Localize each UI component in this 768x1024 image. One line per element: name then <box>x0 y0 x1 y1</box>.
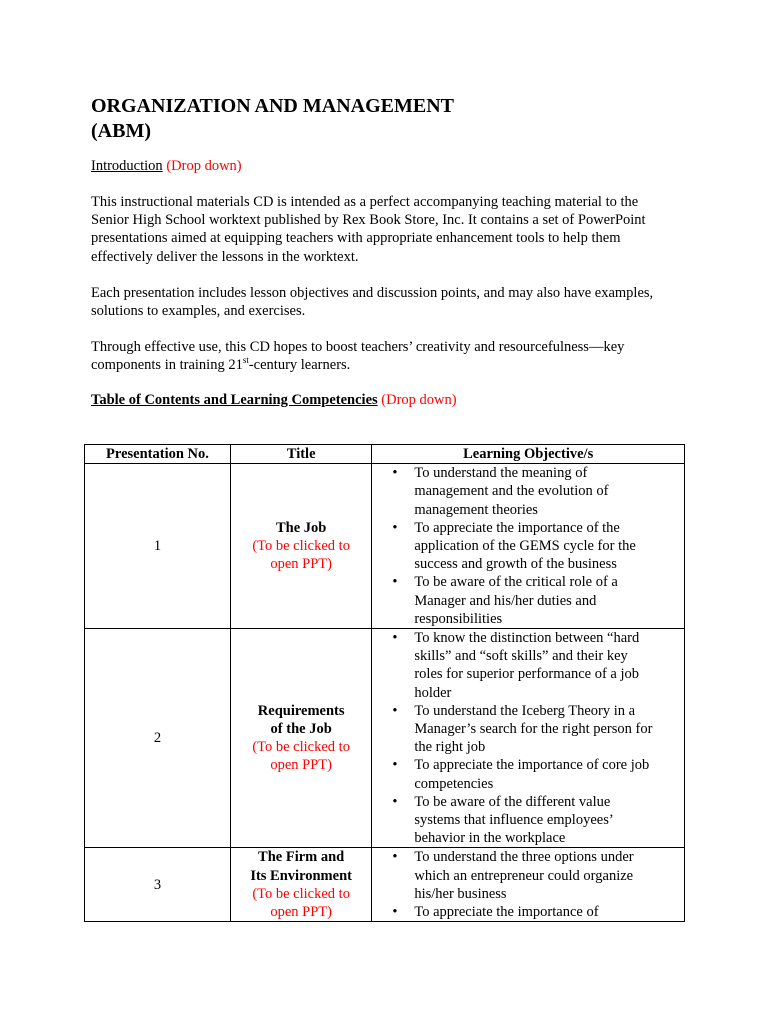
text-fragment: -century learners. <box>248 357 351 374</box>
presentation-title <box>231 848 371 884</box>
text-line: This instructional materials CD is intended as a perfect accompanying teaching material to the <box>91 194 639 210</box>
title-line: Requirements <box>257 702 345 719</box>
objective-line: • To appreciate the importance of core job <box>414 757 650 774</box>
introduction-heading-label: Introduction <box>91 158 163 174</box>
objectives-list <box>372 464 684 628</box>
objective-line: holder <box>414 684 452 701</box>
introduction-dropdown[interactable]: (Drop down) <box>166 158 242 174</box>
objective-line: his/her business <box>414 885 507 902</box>
title-line: The Firm and <box>258 849 345 866</box>
header-title: Title <box>230 445 371 464</box>
objective-line: • To know the distinction between “hard <box>414 630 640 647</box>
learning-objectives-cell <box>372 848 685 922</box>
objective-item <box>372 848 684 903</box>
link-line: (To be clicked to <box>252 538 350 555</box>
presentation-number: 1 <box>85 464 231 629</box>
link-line: open PPT) <box>270 904 332 921</box>
presentation-title-cell <box>230 629 371 848</box>
presentation-number: 3 <box>85 848 231 922</box>
text-fragment: components in training 21 <box>91 357 243 374</box>
toc-dropdown[interactable]: (Drop down) <box>381 392 457 408</box>
objective-line: success and growth of the business <box>414 556 617 573</box>
presentation-number: 2 <box>85 629 231 848</box>
objective-item <box>372 702 684 757</box>
presentation-title-cell <box>230 848 371 922</box>
text-line: solutions to examples, and exercises. <box>91 303 306 320</box>
text-line: effectively deliver the lessons in the worktext. <box>91 248 359 265</box>
text-line: presentations aimed at equipping teachers with appropriate enhancement tools to help them <box>91 230 621 247</box>
table-row <box>85 464 685 629</box>
text-line: Senior High School worktext published by Rex Book Store, Inc. It contains a set of PowerPoint <box>91 212 646 229</box>
document-title <box>91 94 454 144</box>
title-line: Its Environment <box>250 867 352 884</box>
text-line: Each presentation includes lesson objectives and discussion points, and may also have examples, <box>91 285 654 301</box>
objective-item <box>372 756 684 792</box>
ordinal-superscript: st <box>242 355 249 366</box>
objective-line: skills” and “soft skills” and their key <box>414 648 628 665</box>
introduction-heading <box>91 157 242 175</box>
objective-item <box>372 629 684 702</box>
objective-item <box>372 903 684 921</box>
objectives-list <box>372 629 684 847</box>
learning-objectives-cell <box>372 464 685 629</box>
learning-objectives-cell <box>372 629 685 848</box>
link-line: (To be clicked to <box>252 739 350 756</box>
text-line: Through effective use, this CD hopes to boost teachers’ creativity and resourcefulness—key <box>91 339 625 355</box>
objective-line: the right job <box>414 739 486 756</box>
objective-line: • To be aware of the different value <box>414 793 611 810</box>
open-ppt-link[interactable] <box>231 885 371 921</box>
objective-line: application of the GEMS cycle for the <box>414 538 636 555</box>
objective-line: systems that influence employees’ <box>414 812 614 829</box>
introduction-paragraph-1 <box>91 193 691 266</box>
objective-line: • To be aware of the critical role of a <box>414 574 618 591</box>
open-ppt-link[interactable] <box>231 738 371 774</box>
table-row <box>85 629 685 848</box>
objective-line: • To understand the Iceberg Theory in a <box>414 702 636 719</box>
objective-line: management and the evolution of <box>414 483 609 500</box>
objective-line: competencies <box>414 775 494 792</box>
title-line-2: (ABM) <box>91 120 151 142</box>
objective-line: roles for superior performance of a job <box>414 666 640 683</box>
objective-line: • To appreciate the importance of <box>414 904 599 921</box>
objective-line: • To understand the meaning of <box>414 465 588 482</box>
objective-line: • To understand the three options under <box>414 849 634 866</box>
introduction-paragraph-3 <box>91 338 691 374</box>
presentation-title <box>231 702 371 738</box>
table-row <box>85 848 685 922</box>
objective-item <box>372 573 684 628</box>
objectives-list <box>372 848 684 921</box>
objective-item <box>372 793 684 848</box>
introduction-paragraph-2 <box>91 284 691 320</box>
link-line: open PPT) <box>270 556 332 573</box>
objective-line: responsibilities <box>414 610 503 627</box>
header-learning-objectives: Learning Objective/s <box>372 445 685 464</box>
objective-line: Manager and his/her duties and <box>414 592 597 609</box>
link-line: open PPT) <box>270 757 332 774</box>
objective-line: • To appreciate the importance of the <box>414 519 620 536</box>
objective-item <box>372 464 684 519</box>
presentation-title: The Job <box>275 519 327 536</box>
toc-table <box>84 444 685 922</box>
title-line: of the Job <box>270 721 332 738</box>
toc-heading <box>91 391 457 409</box>
link-line: (To be clicked to <box>252 885 350 902</box>
objective-item <box>372 519 684 574</box>
objective-line: behavior in the workplace <box>414 830 566 847</box>
presentation-title-cell <box>230 464 371 629</box>
title-line-1: ORGANIZATION AND MANAGEMENT <box>91 95 454 117</box>
text-line <box>91 356 691 374</box>
objective-line: management theories <box>414 501 538 518</box>
header-presentation-no: Presentation No. <box>85 445 231 464</box>
objective-line: Manager’s search for the right person for <box>414 721 653 738</box>
toc-heading-label: Table of Contents and Learning Competencies <box>91 392 378 408</box>
objective-line: which an entrepreneur could organize <box>414 867 634 884</box>
table-header-row <box>85 445 685 464</box>
open-ppt-link[interactable] <box>231 537 371 573</box>
